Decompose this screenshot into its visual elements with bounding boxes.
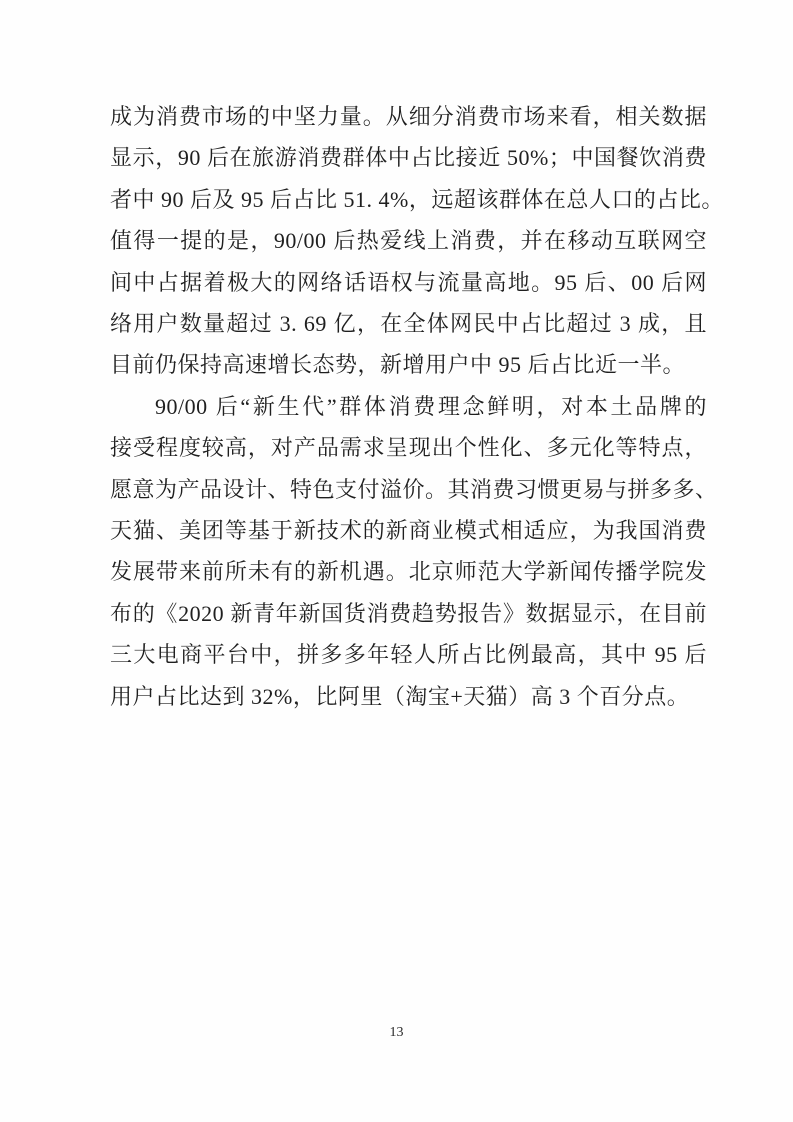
text-line: 布的《2020 新青年新国货消费趋势报告》数据显示，在目前 <box>110 600 707 626</box>
text-line: 天猫、美团等基于新技术的新商业模式相适应，为我国消费 <box>110 518 707 544</box>
page-number: 13 <box>389 1025 404 1040</box>
text-paragraph <box>110 96 724 386</box>
text-line: 络用户数量超过 3. 69 亿，在全体网民中占比超过 3 成，且 <box>110 311 707 337</box>
text-line: 接受程度较高，对产品需求呈现出个性化、多元化等特点， <box>110 435 707 461</box>
text-line: 三大电商平台中，拼多多年轻人所占比例最高，其中 95 后 <box>110 642 707 668</box>
text-line: 愿意为产品设计、特色支付溢价。其消费习惯更易与拼多多、 <box>110 476 718 502</box>
text-line: 发展带来前所未有的新机遇。北京师范大学新闻传播学院发 <box>110 559 707 585</box>
text-paragraph <box>110 386 718 717</box>
text-line: 90/00 后“新生代”群体消费理念鲜明，对本土品牌的 <box>155 393 707 419</box>
text-line: 值得一提的是，90/00 后热爱线上消费，并在移动互联网空 <box>110 228 707 254</box>
text-line: 者中 90 后及 95 后占比 51. 4%，远超该群体在总人口的占比。 <box>110 186 724 212</box>
text-line: 目前仍保持高速增长态势，新增用户中 95 后占比近一半。 <box>110 352 686 378</box>
text-line: 间中占据着极大的网络话语权与流量高地。95 后、00 后网 <box>110 269 707 295</box>
text-line: 成为消费市场的中坚力量。从细分消费市场来看，相关数据 <box>110 104 707 129</box>
text-line: 用户占比达到 32%，比阿里（淘宝+天猫）高 3 个百分点。 <box>110 683 690 709</box>
text-line: 显示，90 后在旅游消费群体中占比接近 50%；中国餐饮消费 <box>110 145 707 171</box>
body-text <box>110 96 724 717</box>
